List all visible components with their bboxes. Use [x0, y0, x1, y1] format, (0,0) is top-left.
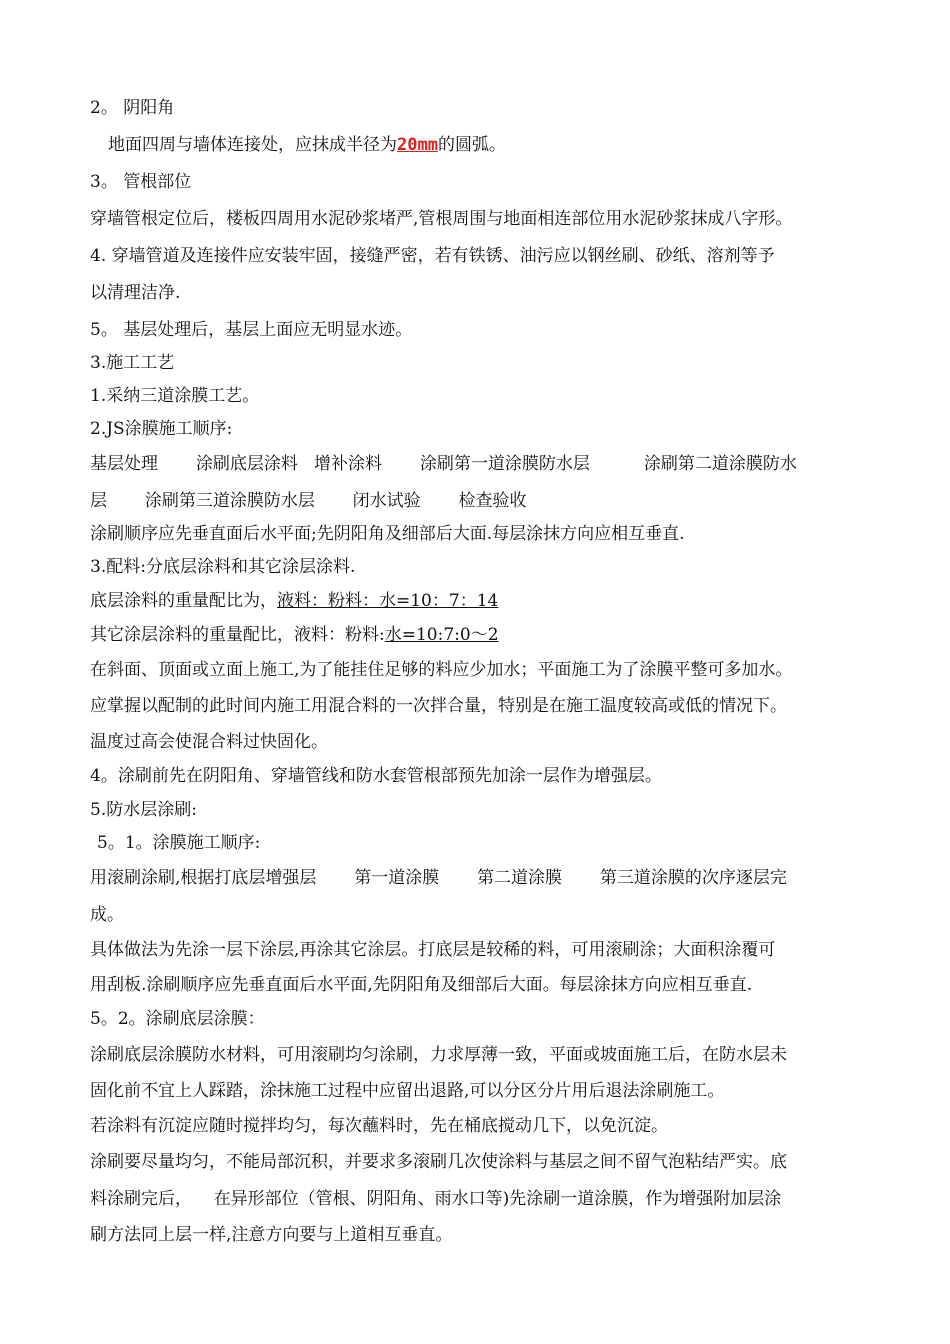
base-ratio-value: 液料：粉料：水=10：7：14	[277, 591, 499, 611]
text-segment: 底层涂料的重量配比为，	[90, 591, 277, 611]
paragraph-other-ratio	[90, 624, 499, 646]
paragraph-base-coating: 涂刷底层涂膜防水材料，可用滚刷均匀涂刷，力求厚薄一致，平面或坡面施工后，在防水层未	[90, 1045, 787, 1065]
paragraph-pipe-root: 穿墙管根定位后，楼板四周用水泥砂浆堵严,管根周围与地面相连部位用水泥砂浆抹成八字形。	[90, 209, 793, 229]
paragraph-roller-sequence-cont: 成。	[90, 905, 124, 925]
paragraph-corner-radius	[108, 134, 506, 156]
paragraph-base-coating-cont: 固化前不宜上人踩踏，涂抹施工过程中应留出退路,可以分区分片用后退法涂刷施工。	[90, 1081, 725, 1101]
paragraph-uniform: 涂刷要尽量均匀，不能局部沉积，并要求多滚刷几次使涂料与基层之间不留气泡粘结严实。底	[90, 1152, 787, 1172]
paragraph-pipe-install: 4. 穿墙管道及连接件应安装牢固，接缝严密，若有铁锈、油污应以钢丝刷、砂纸、溶剂等予	[90, 246, 775, 266]
text-segment: 地面四周与墙体连接处，应抹成半径为	[108, 135, 397, 155]
paragraph-js-sequence-cont: 层 涂刷第三道涂膜防水层 闭水试验 检查验收	[90, 491, 527, 511]
paragraph-roller-sequence: 用滚刷涂刷,根据打底层增强层 第一道涂膜 第二道涂膜 第三道涂膜的次序逐层完	[90, 868, 787, 888]
paragraph-mixing: 3.配料:分底层涂料和其它涂层涂料.	[90, 557, 356, 577]
paragraph-js-sequence-title: 2.JS涂膜施工顺序:	[90, 419, 233, 439]
heading-yinyang-corner: 2。 阴阳角	[90, 98, 175, 118]
text-segment: 其它涂层涂料的重量配比，液料：粉料:	[90, 625, 385, 645]
paragraph-method-cont: 用刮板.涂刷顺序应先垂直面后水平面,先阴阳角及细部后大面。每层涂抹方向应相互垂直.	[90, 975, 753, 995]
paragraph-water-advice: 在斜面、顶面或立面上施工,为了能挂住足够的料应少加水；平面施工为了涂膜平整可多加水。	[90, 660, 793, 680]
text-segment: 的圆弧。	[437, 135, 506, 155]
other-ratio-value: 水=10:7:0～2	[384, 625, 499, 645]
heading-construction-process: 3.施工工艺	[90, 353, 175, 373]
paragraph-reinforcement: 4。涂刷前先在阴阳角、穿墙管线和防水套管根部预先加涂一层作为增强层。	[90, 766, 662, 786]
radius-value: 20mm	[397, 135, 438, 155]
paragraph-base-ratio	[90, 590, 498, 612]
heading-waterproof-layer: 5.防水层涂刷:	[90, 800, 197, 820]
paragraph-uniform-cont: 料涂刷完后， 在异形部位（管根、阴阳角、雨水口等)先涂刷一道涂膜，作为增强附加层涂	[90, 1189, 782, 1209]
paragraph-three-coats: 1.采纳三道涂膜工艺。	[90, 386, 260, 406]
paragraph-base-treatment: 5。 基层处理后，基层上面应无明显水迹。	[90, 320, 413, 340]
paragraph-coating-order: 涂刷顺序应先垂直面后水平面;先阴阳角及细部后大面.每层涂抹方向应相互垂直.	[90, 524, 685, 544]
paragraph-mix-quantity: 应掌握以配制的此时间内施工用混合料的一次拌合量，特别是在施工温度较高或低的情况下。	[90, 696, 787, 716]
heading-5-2: 5。2。涂刷底层涂膜：	[90, 1009, 265, 1029]
paragraph-sediment: 若涂料有沉淀应随时搅拌均匀，每次蘸料时，先在桶底搅动几下，以免沉淀。	[90, 1116, 668, 1136]
paragraph-uniform-end: 刷方法同上层一样,注意方向要与上道相互垂直。	[90, 1225, 453, 1245]
paragraph-method: 具体做法为先涂一层下涂层,再涂其它涂层。打底层是较稀的料，可用滚刷涂；大面积涂覆可	[90, 940, 776, 960]
heading-pipe-root: 3。 管根部位	[90, 172, 192, 192]
heading-5-1: 5。1。涂膜施工顺序:	[97, 833, 261, 853]
paragraph-js-sequence: 基层处理 涂刷底层涂料 增补涂料 涂刷第一道涂膜防水层 涂刷第二道涂膜防水	[90, 454, 797, 474]
paragraph-pipe-install-cont: 以清理洁净.	[90, 283, 181, 303]
paragraph-temperature: 温度过高会使混合料过快固化。	[90, 732, 328, 752]
